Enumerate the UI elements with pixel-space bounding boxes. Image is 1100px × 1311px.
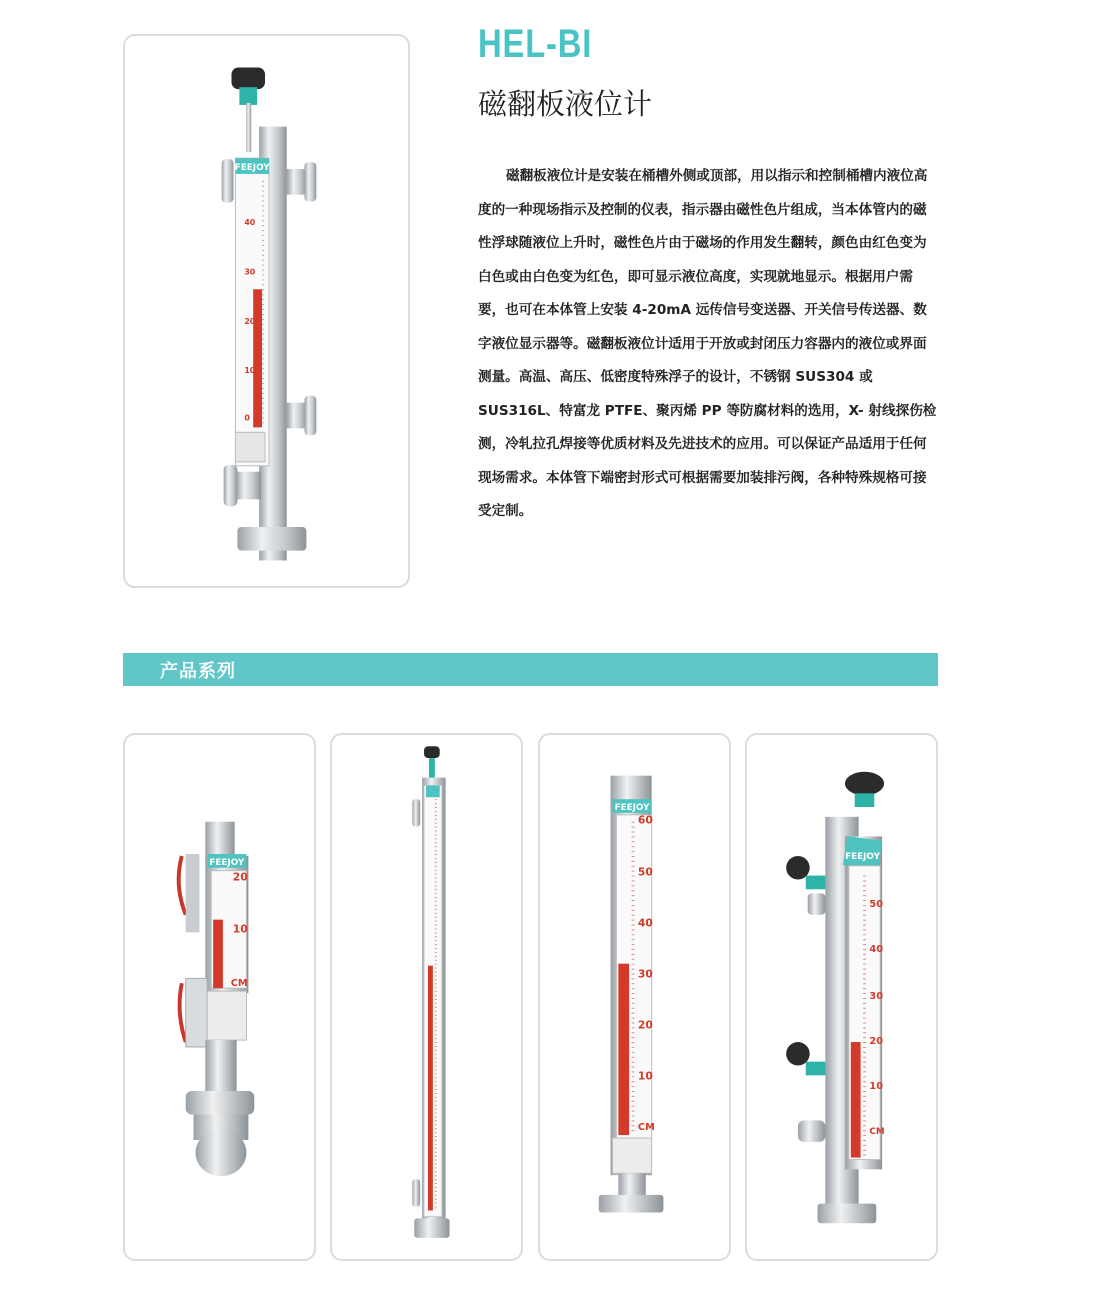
scale-tick-label: 10 xyxy=(244,366,256,376)
scale-tick-label: 20 xyxy=(232,870,248,884)
scale-tick-label: CM xyxy=(230,978,248,990)
scale-tick-label: CM xyxy=(637,1122,655,1134)
scale-tick-label: 40 xyxy=(637,916,653,930)
scale-tick-label: 30 xyxy=(637,967,653,981)
scale-tick-label: 30 xyxy=(244,267,256,277)
scale-tick-label: 50 xyxy=(869,898,884,910)
brand-label: FEEJOY xyxy=(209,857,245,868)
scale-tick-label: 20 xyxy=(869,1036,884,1048)
level-gauge-image xyxy=(125,735,314,1259)
brand-label: FEEJOY xyxy=(845,851,880,862)
level-gauge-image xyxy=(747,735,936,1259)
product-card xyxy=(745,733,938,1261)
brand-label: FEEJOY xyxy=(614,802,650,813)
product-description xyxy=(478,160,938,529)
scale-tick-label: CM xyxy=(869,1127,885,1138)
scale-tick-label: 20 xyxy=(244,316,256,326)
hero-product-card xyxy=(123,34,410,588)
level-gauge-image xyxy=(125,36,408,586)
scale-tick-label: 40 xyxy=(244,218,256,228)
level-gauge-image xyxy=(540,735,729,1259)
scale-tick-label: 0 xyxy=(244,413,250,423)
product-name: 磁翻板液位计 xyxy=(478,87,653,121)
product-card xyxy=(538,733,731,1261)
description-text: 磁翻板液位计是安装在桶槽外侧或顶部，用以指示和控制桶槽内液位高度的一种现场指示及控制的仪表，指示器由磁性色片组成，当本体管内的磁性浮球随液位上升时，磁性色片由于磁场的作用发生翻转，颜色由红色变为白色或由白色变为红色，即可显示液位高度，实现就地显示。根据用户需要，也可在本体管上安装 4-20mA 远传信号变送器、开关信号传送器、数字液位显示器等。磁翻板液位计适用于开放或封闭压力容器内的液位或界面测量。高温、高压、低密度特殊浮子的设计，不锈钢 SUS304 或 SUS316L、特富龙 PTFE、聚丙烯 PP 等防腐材料的选用，X- 射线探伤检测，冷轧拉孔焊接等优质材料及先进技术的应用。可以保证产品适用于任何现场需求。本体管下端密封形式可根据需要加装排污阀，各种特殊规格可接受定制。 xyxy=(478,168,937,519)
scale-tick-label: 30 xyxy=(869,990,884,1002)
scale-tick-label: 10 xyxy=(637,1069,653,1083)
brand-label: FEEJOY xyxy=(234,162,270,173)
scale-tick-label: 10 xyxy=(232,922,248,936)
scale-tick-label: 50 xyxy=(637,865,653,879)
product-card xyxy=(330,733,523,1261)
scale-tick-label: 10 xyxy=(869,1081,884,1093)
section-title: 产品系列 xyxy=(160,661,236,682)
model-title: HEL-BI xyxy=(478,22,593,66)
level-gauge-image xyxy=(332,735,521,1259)
scale-tick-label: 60 xyxy=(637,813,653,827)
scale-tick-label: 40 xyxy=(869,943,884,955)
section-header-bar xyxy=(123,653,938,686)
scale-tick-label: 20 xyxy=(637,1018,653,1032)
product-card xyxy=(123,733,316,1261)
